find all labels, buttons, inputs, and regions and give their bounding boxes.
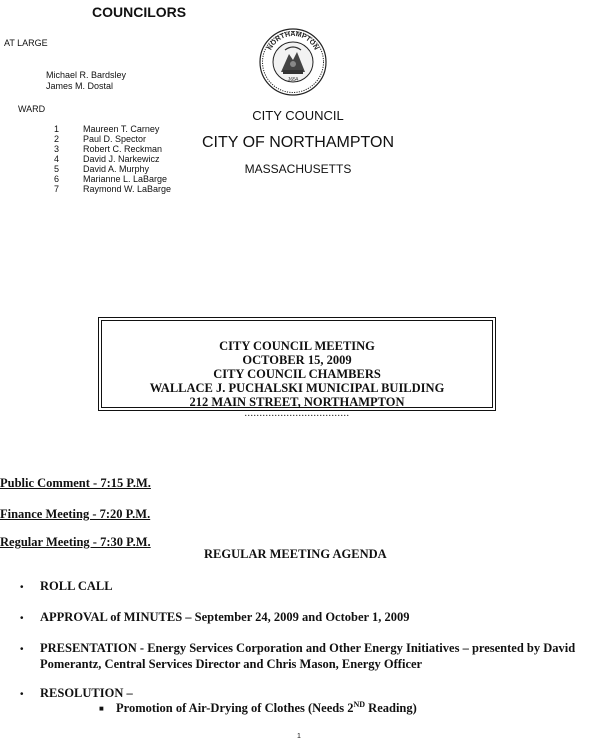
- agenda-item: ROLL CALL: [40, 579, 113, 593]
- finance-meeting-time: Finance Meeting - 7:20 P.M.: [0, 507, 151, 521]
- bullet: •: [20, 644, 24, 655]
- ward-number: 5: [54, 164, 60, 174]
- public-comment-time: Public Comment - 7:15 P.M.: [0, 476, 151, 490]
- council-title: CITY COUNCIL: [252, 108, 344, 123]
- ward-councilor: David A. Murphy: [83, 164, 150, 174]
- seal-top-text: NORTHAMPTON: [266, 30, 320, 52]
- bullet: •: [20, 689, 24, 700]
- meeting-location: CITY COUNCIL CHAMBERS: [213, 367, 381, 381]
- ward-councilor: Maureen T. Carney: [83, 124, 160, 134]
- ward-number: 1: [54, 124, 60, 134]
- ward-councilor: Raymond W. LaBarge: [83, 184, 172, 194]
- ward-number: 2: [54, 134, 60, 144]
- city-seal: [259, 24, 327, 102]
- ward-number: 4: [54, 154, 60, 164]
- sub-item-tail: Reading): [365, 701, 417, 716]
- meeting-address: 212 MAIN STREET, NORTHAMPTON: [189, 395, 405, 409]
- meeting-date: OCTOBER 15, 2009: [242, 353, 352, 367]
- meeting-title: CITY COUNCIL MEETING: [219, 339, 375, 353]
- ward-number: 6: [54, 174, 60, 184]
- ward-number: 3: [54, 144, 60, 154]
- ward-number: 7: [54, 184, 60, 194]
- seal-bottom-text: 1654: [287, 76, 299, 83]
- state-name: MASSACHUSETTS: [244, 162, 352, 176]
- page-number: 1: [297, 733, 301, 740]
- bullet: •: [20, 582, 24, 593]
- councilors-heading: COUNCILORS: [92, 4, 187, 20]
- agenda-item: RESOLUTION –: [40, 686, 133, 700]
- sub-item-superscript: ND: [353, 700, 366, 709]
- ward-heading: WARD: [18, 104, 46, 114]
- dotted-separator: ...................................: [244, 408, 350, 419]
- ward-councilor: Robert C. Reckman: [83, 144, 163, 154]
- city-name: CITY OF NORTHAMPTON: [201, 134, 394, 151]
- at-large-heading: AT LARGE: [4, 38, 48, 48]
- at-large-councilor: Michael R. Bardsley: [46, 70, 127, 80]
- sub-item-text: Promotion of Air-Drying of Clothes (Needs 2: [116, 701, 354, 716]
- at-large-councilor: James M. Dostal: [46, 81, 114, 91]
- sub-bullet: ■: [99, 704, 104, 713]
- ward-councilor: Marianne L. LaBarge: [83, 174, 168, 184]
- meeting-info-box: [101, 320, 493, 419]
- ward-row: [54, 124, 254, 134]
- svg-text:1654: [287, 76, 299, 83]
- ward-row: [54, 184, 254, 194]
- meeting-building: WALLACE J. PUCHALSKI MUNICIPAL BUILDING: [149, 381, 445, 395]
- regular-meeting-time: Regular Meeting - 7:30 P.M.: [0, 535, 151, 549]
- ward-councilor: Paul D. Spector: [83, 134, 147, 144]
- agenda-item: APPROVAL of MINUTES – September 24, 2009 and October 1, 2009: [40, 610, 410, 624]
- agenda-title: REGULAR MEETING AGENDA: [204, 547, 387, 561]
- bullet: •: [20, 613, 24, 624]
- agenda-item: PRESENTATION - Energy Services Corporation and Other Energy Initiatives – presented by David Pomerantz, Central Services Director and Chris Mason, Energy Officer: [40, 641, 576, 671]
- agenda-sub-item: [116, 700, 417, 716]
- ward-councilor: David J. Narkewicz: [83, 154, 160, 164]
